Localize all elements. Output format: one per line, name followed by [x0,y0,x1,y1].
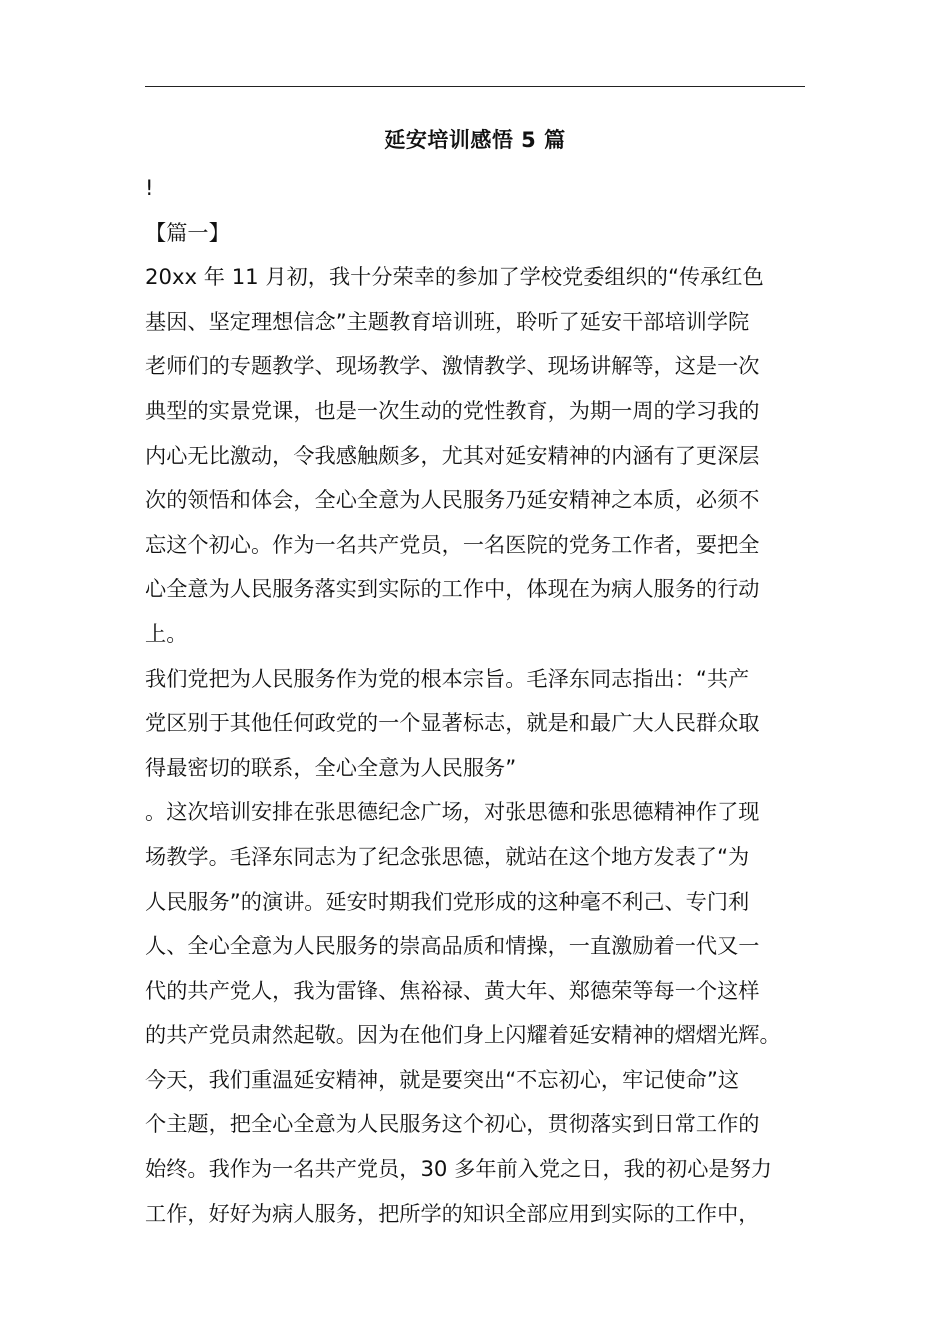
body-line: 基因、坚定理想信念”主题教育培训班，聆听了延安干部培训学院 [145,308,750,334]
section-heading: 【篇一】 [145,219,230,245]
body-line: 心全意为人民服务落实到实际的工作中，体现在为病人服务的行动 [145,576,760,602]
body-line: 典型的实景党课，也是一次生动的党性教育，为期一周的学习我的 [145,397,760,423]
document-title: 延安培训感悟 5 篇 [384,128,566,152]
body-line: 次的领悟和体会，全心全意为人民服务乃延安精神之本质，必须不 [145,487,760,513]
body-line: 。这次培训安排在张思德纪念广场，对张思德和张思德精神作了现 [145,799,760,825]
body-line: 代的共产党人，我为雷锋、焦裕禄、黄大年、郑德荣等每一个这样 [145,977,760,1003]
body-line: 党区别于其他任何政党的一个显著标志，就是和最广大人民群众取 [145,710,760,736]
body-line: 得最密切的联系，全心全意为人民服务” [145,754,517,780]
body-line: 今天，我们重温延安精神，就是要突出“不忘初心，牢记使命”这 [145,1066,740,1092]
body-line: 场教学。毛泽东同志为了纪念张思德，就站在这个地方发表了“为 [145,843,750,869]
body-line: 工作，好好为病人服务，把所学的知识全部应用到实际的工作中， [145,1200,760,1226]
body-line: 我们党把为人民服务作为党的根本宗旨。毛泽东同志指出：“共产 [145,665,750,691]
body-line: 人、全心全意为人民服务的崇高品质和情操，一直激励着一代又一 [145,933,760,959]
body-line: 上。 [145,620,188,646]
header-rule [145,86,805,87]
body-line: 人民服务”的演讲。延安时期我们党形成的这种毫不利己、专门利 [145,888,750,914]
body-line: 的共产党员肃然起敬。因为在他们身上闪耀着延安精神的熠熠光辉。 [145,1022,781,1048]
body-line: 内心无比激动，令我感触颇多，尤其对延安精神的内涵有了更深层 [145,442,760,468]
body-line: 老师们的专题教学、现场教学、激情教学、现场讲解等，这是一次 [145,353,760,379]
body-line: 始终。我作为一名共产党员，30 多年前入党之日，我的初心是努力 [145,1156,772,1182]
body-line: 忘这个初心。作为一名共产党员，一名医院的党务工作者，要把全 [145,531,760,557]
document-body [145,166,807,1236]
body-line: 个主题，把全心全意为人民服务这个初心，贯彻落实到日常工作的 [145,1111,760,1137]
body-line: 20xx 年 11 月初，我十分荣幸的参加了学校党委组织的“传承红色 [145,264,764,290]
exclaim-mark: ! [145,175,154,200]
